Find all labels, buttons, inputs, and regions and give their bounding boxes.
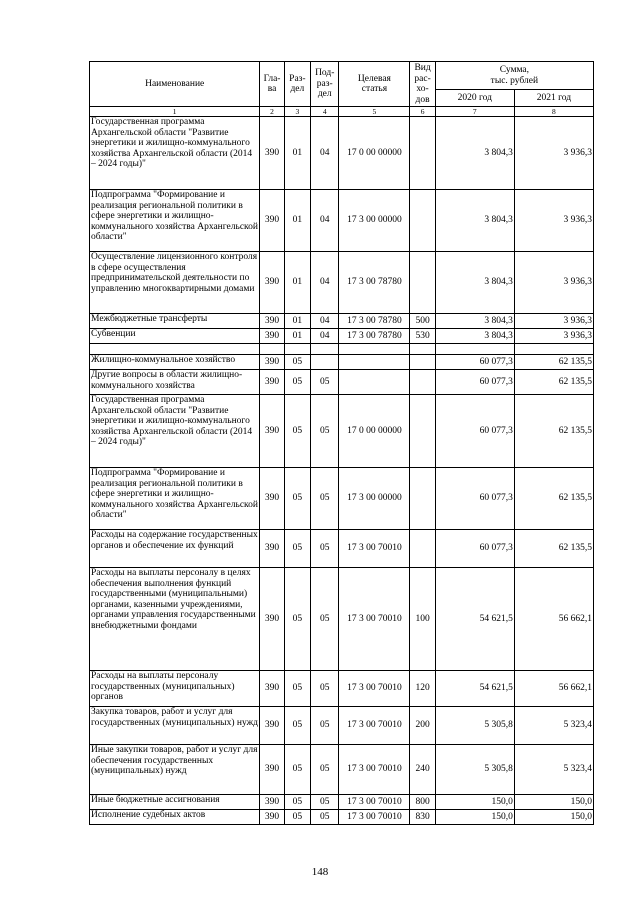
row-sum-2021-cell: 56 662,1 [514,568,593,671]
row-glava-cell: 390 [260,530,284,568]
row-glava-cell: 390 [260,314,284,329]
row-podrazdel-cell: 05 [311,468,339,530]
row-celevaya-cell: 17 3 00 78780 [339,329,410,344]
row-celevaya-cell: 17 3 00 70010 [339,745,410,795]
row-sum-2020-cell: 60 077,3 [435,468,514,530]
row-glava-cell: 390 [260,671,284,707]
page-number: 148 [311,866,329,878]
row-sum-2021-cell: 3 936,3 [514,190,593,252]
row-vid-cell [410,117,435,190]
column-number: 8 [514,107,593,117]
row-sum-2020-cell: 60 077,3 [435,370,514,395]
row-name-cell: Иные бюджетные ассигнования [90,795,260,810]
table-row [90,468,594,530]
row-vid-cell [410,370,435,395]
row-podrazdel-cell: 05 [311,671,339,707]
column-number: 4 [311,107,339,117]
row-sum-2020-cell: 3 804,3 [435,117,514,190]
row-celevaya-cell: 17 3 00 78780 [339,314,410,329]
row-podrazdel-cell: 04 [311,314,339,329]
row-sum-2021-cell: 62 135,5 [514,530,593,568]
spacer-cell [514,344,593,355]
spacer-cell [339,344,410,355]
row-sum-2020-cell: 3 804,3 [435,252,514,314]
row-name-cell: Расходы на выплаты персоналу в целях обеспечения выполнения функций государственными (муниципальными) органами, казенными учреждениями, органами управления государственными внебюджетными фондами [90,568,260,671]
row-vid-cell: 530 [410,329,435,344]
row-razdel-cell: 05 [284,530,310,568]
table-row [90,329,594,344]
header-vid-rashodov: Вид рас- хо- дов [410,62,435,107]
row-razdel-cell: 01 [284,314,310,329]
spacer-cell [260,344,284,355]
header-podrazdel: Под- раз- дел [311,62,339,107]
row-vid-cell: 830 [410,810,435,825]
row-glava-cell: 390 [260,117,284,190]
row-celevaya-cell: 17 3 00 70010 [339,568,410,671]
table-row [90,252,594,314]
table-row [90,530,594,568]
row-glava-cell: 390 [260,745,284,795]
row-podrazdel-cell: 05 [311,707,339,745]
table-row [90,707,594,745]
row-name-cell: Государственная программа Архангельской области "Развитие энергетики и жилищно-коммунального хозяйства Архангельской области (2014 – 2024 годы)" [90,395,260,468]
table-row [90,370,594,395]
row-vid-cell [410,252,435,314]
row-podrazdel-cell: 05 [311,530,339,568]
row-sum-2021-cell: 3 936,3 [514,329,593,344]
row-vid-cell [410,190,435,252]
table-row [90,568,594,671]
row-name-cell: Осуществление лицензионного контроля в сфере осуществления предпринимательской деятельности по управлению многоквартирными домами [90,252,260,314]
spacer-cell [90,344,260,355]
row-sum-2021-cell: 3 936,3 [514,314,593,329]
row-razdel-cell: 01 [284,252,310,314]
row-name-cell: Субвенции [90,329,260,344]
row-sum-2020-cell: 150,0 [435,810,514,825]
row-sum-2020-cell: 60 077,3 [435,530,514,568]
row-sum-2020-cell: 54 621,5 [435,671,514,707]
row-sum-2020-cell: 3 804,3 [435,190,514,252]
row-razdel-cell: 01 [284,117,310,190]
row-celevaya-cell: 17 3 00 00000 [339,190,410,252]
row-podrazdel-cell: 05 [311,370,339,395]
row-celevaya-cell: 17 3 00 00000 [339,468,410,530]
column-number: 1 [90,107,260,117]
table-row [90,355,594,370]
row-name-cell: Подпрограмма "Формирование и реализация региональной политики в сфере энергетики и жилищно-коммунального хозяйства Архангельской области" [90,190,260,252]
row-razdel-cell: 05 [284,671,310,707]
budget-table [89,61,594,825]
row-vid-cell: 500 [410,314,435,329]
row-vid-cell [410,395,435,468]
table-row [90,671,594,707]
row-celevaya-cell: 17 3 00 70010 [339,707,410,745]
header-celevaya-statya: Целевая статья [339,62,410,107]
row-celevaya-cell: 17 3 00 70010 [339,530,410,568]
row-glava-cell: 390 [260,468,284,530]
row-sum-2020-cell: 150,0 [435,795,514,810]
row-sum-2021-cell: 62 135,5 [514,468,593,530]
row-podrazdel-cell: 05 [311,395,339,468]
row-sum-2021-cell: 62 135,5 [514,355,593,370]
row-podrazdel-cell: 04 [311,117,339,190]
row-glava-cell: 390 [260,190,284,252]
row-name-cell: Подпрограмма "Формирование и реализация региональной политики в сфере энергетики и жилищно-коммунального хозяйства Архангельской области" [90,468,260,530]
row-sum-2021-cell: 62 135,5 [514,395,593,468]
row-glava-cell: 390 [260,252,284,314]
row-podrazdel-cell: 05 [311,745,339,795]
row-razdel-cell: 05 [284,568,310,671]
row-name-cell: Межбюджетные трансферты [90,314,260,329]
row-name-cell: Другие вопросы в области жилищно-коммунального хозяйства [90,370,260,395]
spacer-cell [284,344,310,355]
row-razdel-cell: 05 [284,810,310,825]
row-sum-2020-cell: 3 804,3 [435,329,514,344]
row-celevaya-cell: 17 3 00 78780 [339,252,410,314]
table-row [90,314,594,329]
row-sum-2021-cell: 3 936,3 [514,117,593,190]
row-celevaya-cell: 17 3 00 70010 [339,671,410,707]
row-name-cell: Расходы на содержание государственных органов и обеспечение их функций [90,530,260,568]
row-razdel-cell: 01 [284,190,310,252]
row-vid-cell [410,468,435,530]
spacer-cell [311,344,339,355]
table-row [90,395,594,468]
row-sum-2020-cell: 5 305,8 [435,745,514,795]
row-celevaya-cell: 17 0 00 00000 [339,117,410,190]
table-row [90,795,594,810]
row-name-cell: Иные закупки товаров, работ и услуг для обеспечения государственных (муниципальных) нужд [90,745,260,795]
row-sum-2021-cell: 150,0 [514,810,593,825]
row-celevaya-cell: 17 0 00 00000 [339,395,410,468]
column-number: 5 [339,107,410,117]
row-sum-2021-cell: 62 135,5 [514,370,593,395]
table-body [90,117,594,825]
header-razdel: Раз- дел [284,62,310,107]
row-sum-2020-cell: 3 804,3 [435,314,514,329]
column-number: 3 [284,107,310,117]
row-vid-cell [410,530,435,568]
spacer-cell [435,344,514,355]
header-summa: Сумма, тыс. рублей [435,62,593,90]
row-sum-2021-cell: 5 323,4 [514,707,593,745]
column-number: 7 [435,107,514,117]
row-podrazdel-cell: 05 [311,568,339,671]
row-celevaya-cell: 17 3 00 70010 [339,795,410,810]
table-header [90,62,594,117]
row-vid-cell [410,355,435,370]
row-sum-2021-cell: 56 662,1 [514,671,593,707]
spacer-cell [410,344,435,355]
row-name-cell: Расходы на выплаты персоналу государственных (муниципальных) органов [90,671,260,707]
row-vid-cell: 200 [410,707,435,745]
row-podrazdel-cell [311,355,339,370]
row-sum-2020-cell: 60 077,3 [435,355,514,370]
row-sum-2021-cell: 5 323,4 [514,745,593,795]
row-name-cell: Закупка товаров, работ и услуг для государственных (муниципальных) нужд [90,707,260,745]
column-number: 6 [410,107,435,117]
row-sum-2020-cell: 54 621,5 [435,568,514,671]
row-name-cell: Жилищно-коммунальное хозяйство [90,355,260,370]
row-glava-cell: 390 [260,355,284,370]
header-name: Наименование [90,62,260,107]
row-razdel-cell: 05 [284,370,310,395]
row-sum-2020-cell: 60 077,3 [435,395,514,468]
table-row [90,190,594,252]
row-podrazdel-cell: 04 [311,329,339,344]
row-razdel-cell: 05 [284,355,310,370]
row-celevaya-cell [339,355,410,370]
row-razdel-cell: 05 [284,468,310,530]
row-razdel-cell: 05 [284,795,310,810]
row-name-cell: Исполнение судебных актов [90,810,260,825]
row-razdel-cell: 05 [284,707,310,745]
column-number: 2 [260,107,284,117]
table-row [90,117,594,190]
row-sum-2020-cell: 5 305,8 [435,707,514,745]
row-glava-cell: 390 [260,370,284,395]
row-glava-cell: 390 [260,810,284,825]
row-vid-cell: 120 [410,671,435,707]
table-row [90,810,594,825]
row-podrazdel-cell: 04 [311,252,339,314]
row-vid-cell: 100 [410,568,435,671]
row-vid-cell: 800 [410,795,435,810]
header-year-2021: 2021 год [514,90,593,107]
header-glava: Гла- ва [260,62,284,107]
row-glava-cell: 390 [260,329,284,344]
table-row [90,745,594,795]
row-celevaya-cell: 17 3 00 70010 [339,810,410,825]
row-vid-cell: 240 [410,745,435,795]
row-podrazdel-cell: 05 [311,795,339,810]
column-numbers-row [90,107,594,117]
row-razdel-cell: 01 [284,329,310,344]
row-glava-cell: 390 [260,568,284,671]
row-sum-2021-cell: 3 936,3 [514,252,593,314]
spacer-row [90,344,594,355]
budget-table-wrapper [89,61,594,825]
row-podrazdel-cell: 04 [311,190,339,252]
row-celevaya-cell [339,370,410,395]
row-glava-cell: 390 [260,795,284,810]
row-sum-2021-cell: 150,0 [514,795,593,810]
row-glava-cell: 390 [260,707,284,745]
row-name-cell: Государственная программа Архангельской области "Развитие энергетики и жилищно-коммунального хозяйства Архангельской области (2014 – 2024 годы)" [90,117,260,190]
header-year-2020: 2020 год [435,90,514,107]
row-razdel-cell: 05 [284,395,310,468]
row-glava-cell: 390 [260,395,284,468]
row-podrazdel-cell: 05 [311,810,339,825]
row-razdel-cell: 05 [284,745,310,795]
